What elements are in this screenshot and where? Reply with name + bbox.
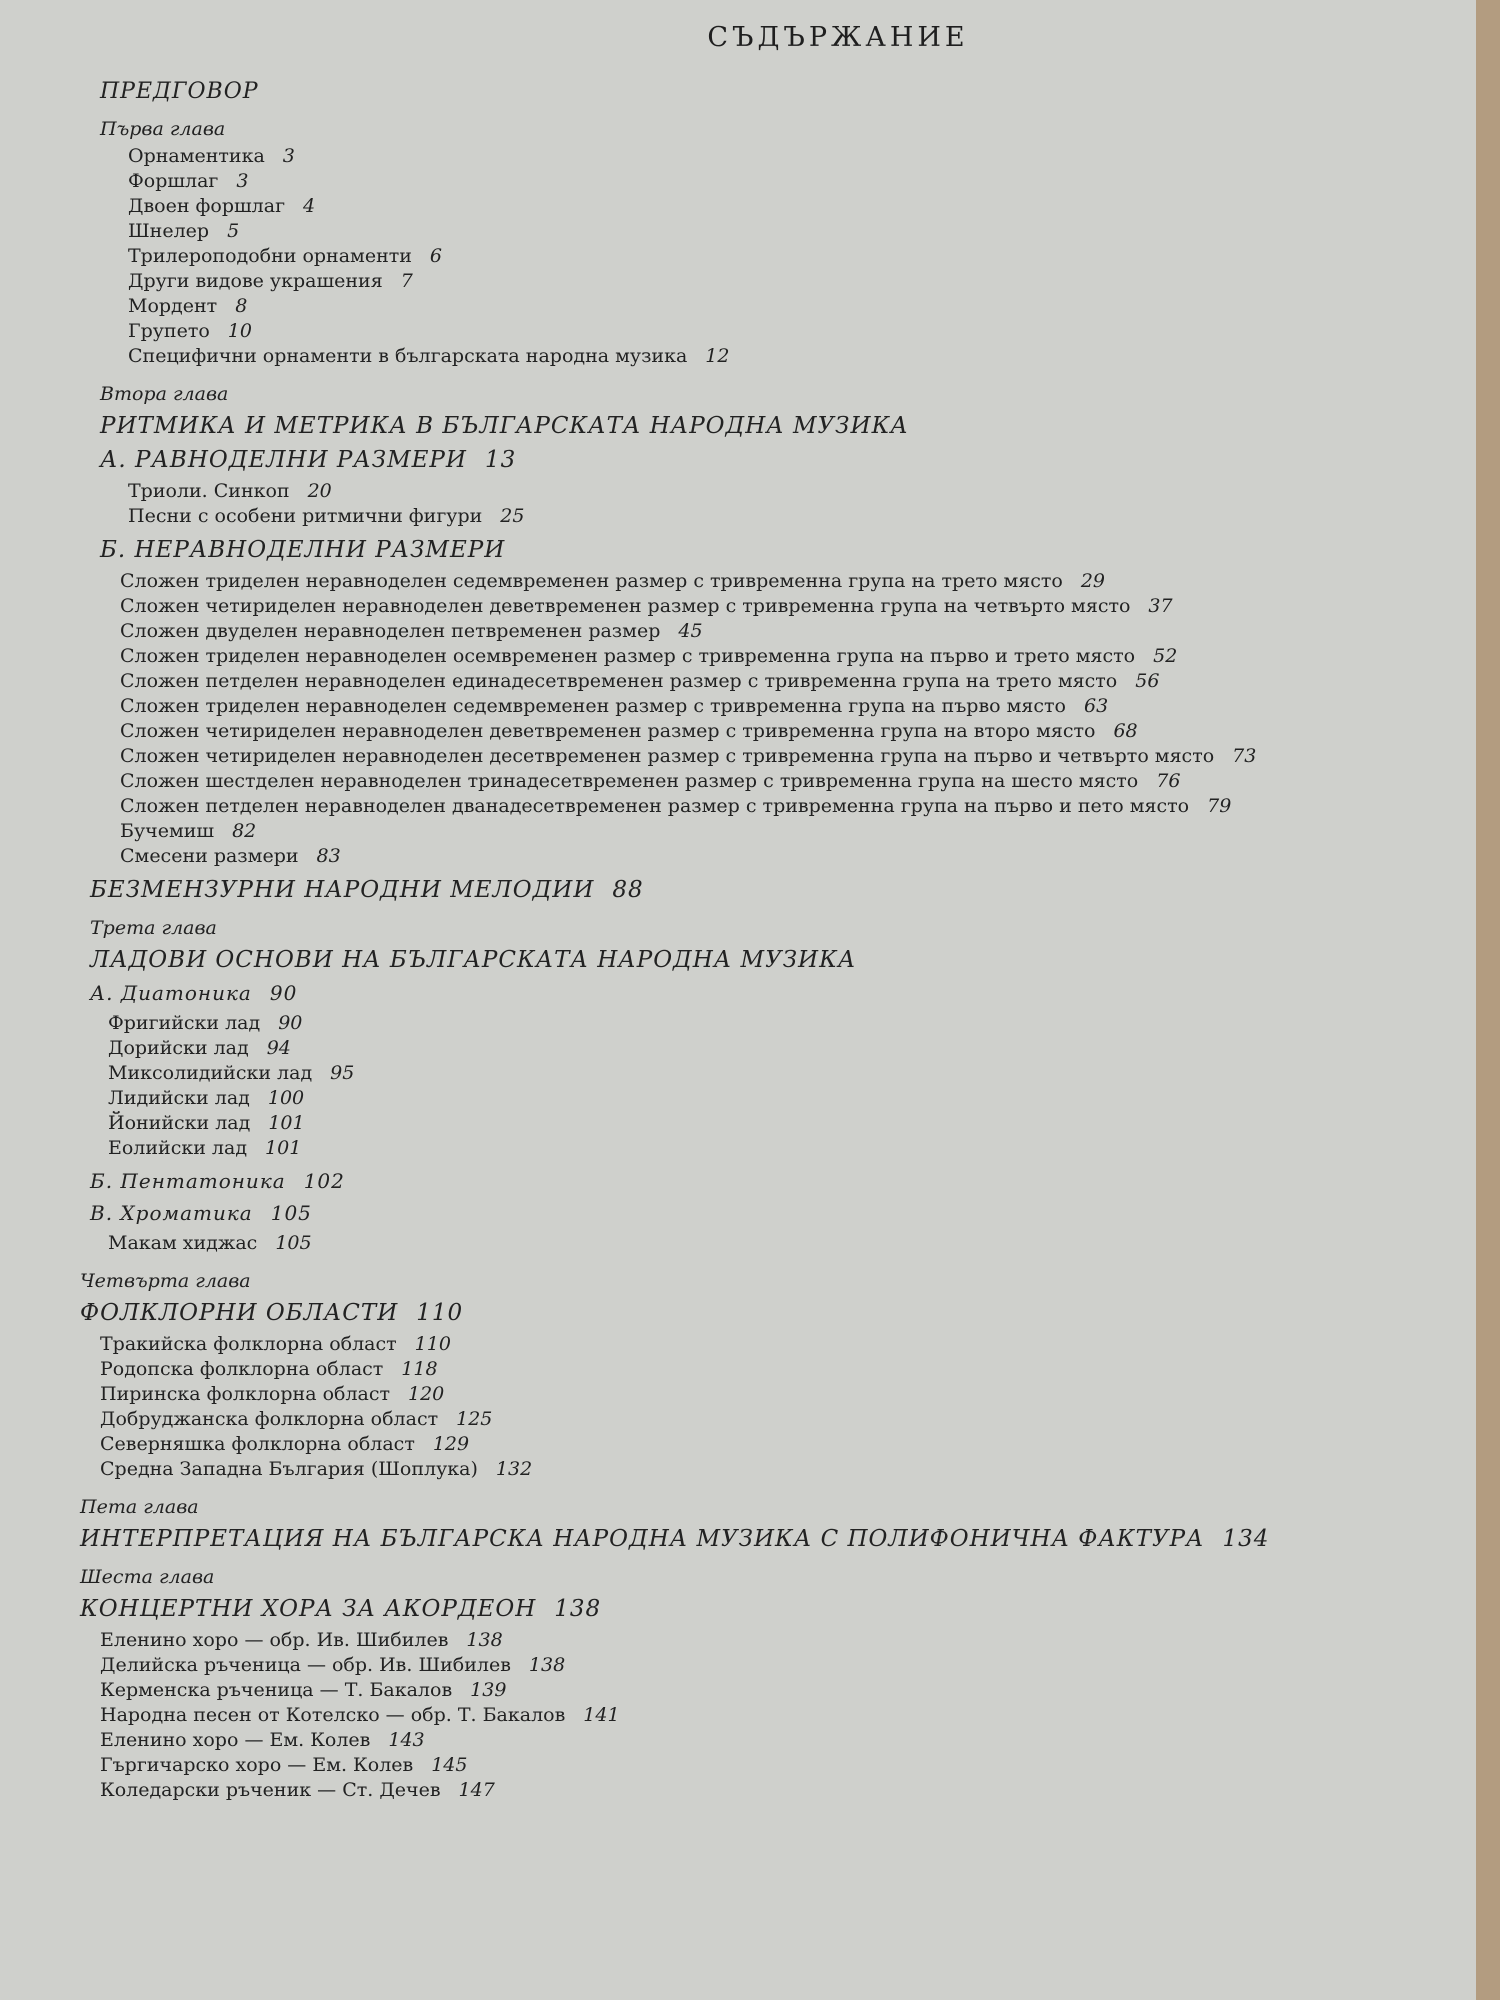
toc-entry <box>120 594 1476 619</box>
entry-text: Триоли. Синкоп <box>128 480 290 502</box>
toc-entry <box>128 244 1476 269</box>
entry-text: Специфични орнаменти в българската народна музика <box>128 345 688 367</box>
toc-entry <box>120 819 1476 844</box>
entry-text: Еолийски лад <box>108 1137 248 1159</box>
section-heading <box>0 1169 1476 1193</box>
entry-page: 138 <box>466 1629 503 1651</box>
toc-entry <box>108 1061 1476 1086</box>
entry-page: 129 <box>432 1433 470 1455</box>
toc-entry <box>100 1457 1476 1482</box>
section-heading <box>0 877 1476 903</box>
toc-entry <box>100 1382 1476 1407</box>
section-text: ИНТЕРПРЕТАЦИЯ НА БЪЛГАРСКА НАРОДНА МУЗИКА С ПОЛИФОНИЧНА ФАКТУРА <box>80 1526 1205 1552</box>
toc-entry <box>120 644 1476 669</box>
entry-text: Коледарски ръченик — Ст. Дечев <box>100 1779 441 1801</box>
toc-entry <box>108 1011 1476 1036</box>
chapter-3-label: Трета глава <box>90 917 217 939</box>
entry-text: Групето <box>128 320 210 342</box>
entry-page: 90 <box>278 1012 303 1034</box>
entry-text: Сложен петделен неравноделен единадесетвременен размер с тривременна група на трето място <box>120 670 1118 692</box>
entry-page: 95 <box>330 1062 355 1084</box>
section-heading <box>0 537 1476 563</box>
toc-entry <box>108 1231 1476 1256</box>
entry-text: Миксолидийски лад <box>108 1062 313 1084</box>
entry-text: Сложен триделен неравноделен осемвременен размер с тривременна група на първо и трето място <box>120 645 1136 667</box>
toc-entry <box>128 294 1476 319</box>
section-text: Б. Пентатоника <box>90 1169 286 1193</box>
toc-entry <box>100 1703 1476 1728</box>
entry-text: Мордент <box>128 295 218 317</box>
entry-text: Делийска ръченица — обр. Ив. Шибилев <box>100 1654 511 1676</box>
toc-entry <box>100 1332 1476 1357</box>
chapter-2-label: Втора глава <box>100 383 229 405</box>
toc-entry <box>128 269 1476 294</box>
entry-text: Северняшка фолклорна област <box>100 1433 415 1455</box>
toc-entry <box>128 194 1476 219</box>
chapter-6-label: Шеста глава <box>80 1566 215 1588</box>
entry-text: Други видове украшения <box>128 270 383 292</box>
page-title: СЪДЪРЖАНИЕ <box>707 22 969 53</box>
entry-text: Фригийски лад <box>108 1012 261 1034</box>
entry-text: Пиринска фолклорна област <box>100 1383 390 1405</box>
entry-text: Сложен четириделен неравноделен деветвременен размер с тривременна група на четвърто място <box>120 595 1131 617</box>
section-page: 110 <box>416 1300 464 1326</box>
entry-page: 110 <box>414 1333 451 1355</box>
entry-page: 139 <box>470 1679 507 1701</box>
toc-entry <box>128 344 1476 369</box>
entry-text: Сложен триделен неравноделен седемвременен размер с тривременна група на трето място <box>120 570 1063 592</box>
section-text: КОНЦЕРТНИ ХОРА ЗА АКОРДЕОН <box>80 1596 537 1622</box>
entry-page: 8 <box>235 295 248 317</box>
entry-page: 3 <box>282 145 295 167</box>
section-page: 134 <box>1222 1526 1270 1552</box>
entry-page: 100 <box>267 1087 305 1109</box>
entry-page: 73 <box>1232 745 1257 767</box>
section-text: БЕЗМЕНЗУРНИ НАРОДНИ МЕЛОДИИ <box>90 877 595 903</box>
chapter-4-items <box>0 1332 1476 1482</box>
entry-text: Сложен триделен неравноделен седемвременен размер с тривременна група на първо място <box>120 695 1066 717</box>
toc-entry <box>100 1653 1476 1678</box>
section-page: 88 <box>612 877 644 903</box>
toc-entry <box>100 1778 1476 1803</box>
entry-text: Двоен форшлаг <box>128 195 286 217</box>
toc-entry <box>100 1753 1476 1778</box>
toc-entry <box>120 844 1476 869</box>
entry-text: Йонийски лад <box>108 1112 251 1134</box>
entry-text: Бучемиш <box>120 820 215 842</box>
toc-entry <box>128 504 1476 529</box>
toc-entry <box>100 1407 1476 1432</box>
chapter-4-label: Четвърта глава <box>80 1270 251 1292</box>
entry-page: 105 <box>275 1232 312 1254</box>
entry-text: Форшлаг <box>128 170 219 192</box>
section-page: 13 <box>484 447 517 473</box>
entry-page: 143 <box>388 1729 425 1751</box>
toc-entry <box>100 1728 1476 1753</box>
entry-page: 7 <box>400 270 413 292</box>
entry-text: Сложен четириделен неравноделен десетвременен размер с тривременна група на първо и четвърто място <box>120 745 1215 767</box>
entry-page: 56 <box>1135 670 1160 692</box>
entry-page: 25 <box>500 505 525 527</box>
toc-entry <box>120 569 1476 594</box>
section-page: 105 <box>270 1201 312 1225</box>
toc-entry <box>100 1628 1476 1653</box>
toc-entry <box>108 1036 1476 1061</box>
section-page: 90 <box>269 981 298 1005</box>
entry-text: Средна Западна България (Шоплука) <box>100 1458 478 1480</box>
entry-page: 3 <box>236 170 249 192</box>
entry-page: 12 <box>705 345 730 367</box>
entry-page: 4 <box>303 195 316 217</box>
entry-text: Смесени размери <box>120 845 299 867</box>
entry-text: Орнаментика <box>128 145 265 167</box>
page-edge <box>1476 0 1500 2000</box>
toc-entry <box>108 1111 1476 1136</box>
chapter-3-heading: ЛАДОВИ ОСНОВИ НА БЪЛГАРСКАТА НАРОДНА МУЗИКА <box>90 947 857 973</box>
toc-entry <box>120 794 1476 819</box>
entry-text: Шнелер <box>128 220 210 242</box>
section-heading <box>0 447 1476 473</box>
entry-text: Тракийска фолклорна област <box>100 1333 397 1355</box>
toc-entry <box>108 1086 1476 1111</box>
toc-entry <box>120 769 1476 794</box>
toc-entry <box>120 619 1476 644</box>
section-text: А. РАВНОДЕЛНИ РАЗМЕРИ <box>100 447 467 473</box>
entry-text: Родопска фолклорна област <box>100 1358 384 1380</box>
entry-page: 147 <box>458 1779 495 1801</box>
section-text: ФОЛКЛОРНИ ОБЛАСТИ <box>80 1300 399 1326</box>
entry-text: Лидийски лад <box>108 1087 250 1109</box>
section-heading <box>0 1201 1476 1225</box>
entry-page: 83 <box>316 845 341 867</box>
section-text: В. Хроматика <box>90 1201 253 1225</box>
entry-page: 145 <box>431 1754 468 1776</box>
chapter-1-items <box>0 144 1476 369</box>
toc-entry <box>120 669 1476 694</box>
toc-entry <box>108 1136 1476 1161</box>
entry-page: 101 <box>265 1137 302 1159</box>
entry-page: 68 <box>1113 720 1138 742</box>
chapter-5-heading <box>0 1526 1476 1552</box>
toc-entry <box>120 694 1476 719</box>
entry-page: 76 <box>1156 770 1181 792</box>
entry-page: 45 <box>678 620 703 642</box>
entry-page: 37 <box>1148 595 1173 617</box>
section-a-items <box>0 479 1476 529</box>
entry-text: Гъргичарско хоро — Ем. Колев <box>100 1754 414 1776</box>
entry-text: Макам хиджас <box>108 1232 258 1254</box>
toc-entry <box>128 169 1476 194</box>
entry-page: 118 <box>401 1358 438 1380</box>
entry-text: Сложен петделен неравноделен дванадесетвременен размер с тривременна група на първо и пето място <box>120 795 1190 817</box>
preface-heading: ПРЕДГОВОР <box>100 79 259 104</box>
chapter-4-heading <box>0 1300 1476 1326</box>
toc-entry <box>128 219 1476 244</box>
section-page: 138 <box>554 1596 602 1622</box>
section-a-items <box>0 1011 1476 1161</box>
toc-entry <box>128 479 1476 504</box>
section-c-items <box>0 1231 1476 1256</box>
chapter-1-label: Първа глава <box>100 118 226 140</box>
entry-page: 20 <box>307 480 332 502</box>
entry-text: Керменска ръченица — Т. Бакалов <box>100 1679 453 1701</box>
toc-entry <box>128 144 1476 169</box>
chapter-6-heading <box>0 1596 1476 1622</box>
toc-entry <box>100 1357 1476 1382</box>
entry-text: Сложен двуделен неравноделен петвременен размер <box>120 620 661 642</box>
entry-text: Еленино хоро — обр. Ив. Шибилев <box>100 1629 449 1651</box>
section-page: 102 <box>303 1169 345 1193</box>
toc-entry <box>120 744 1476 769</box>
section-b-items <box>0 569 1476 869</box>
entry-text: Трилероподобни орнаменти <box>128 245 412 267</box>
chapter-2-heading: РИТМИКА И МЕТРИКА В БЪЛГАРСКАТА НАРОДНА МУЗИКА <box>100 413 909 439</box>
entry-page: 125 <box>456 1408 493 1430</box>
toc-entry <box>128 319 1476 344</box>
entry-text: Дорийски лад <box>108 1037 249 1059</box>
entry-page: 6 <box>429 245 443 267</box>
entry-page: 63 <box>1084 695 1109 717</box>
section-text: Б. НЕРАВНОДЕЛНИ РАЗМЕРИ <box>100 537 506 563</box>
entry-page: 10 <box>227 320 252 342</box>
entry-page: 138 <box>528 1654 566 1676</box>
entry-text: Еленино хоро — Ем. Колев <box>100 1729 371 1751</box>
chapter-5-label: Пета глава <box>80 1496 199 1518</box>
entry-page: 29 <box>1080 570 1105 592</box>
entry-text: Добруджанска фолклорна област <box>100 1408 439 1430</box>
entry-text: Песни с особени ритмични фигури <box>128 505 483 527</box>
entry-page: 101 <box>268 1112 305 1134</box>
section-text: А. Диатоника <box>90 981 252 1005</box>
entry-page: 82 <box>232 820 257 842</box>
chapter-6-items <box>0 1628 1476 1803</box>
entry-text: Сложен четириделен неравноделен деветвременен размер с тривременна група на второ място <box>120 720 1096 742</box>
entry-page: 132 <box>495 1458 533 1480</box>
entry-page: 120 <box>408 1383 445 1405</box>
entry-page: 5 <box>227 220 240 242</box>
entry-text: Народна песен от Котелско — обр. Т. Бакалов <box>100 1704 566 1726</box>
toc-entry <box>100 1678 1476 1703</box>
toc-entry <box>100 1432 1476 1457</box>
toc-entry <box>120 719 1476 744</box>
entry-page: 94 <box>266 1037 291 1059</box>
section-heading <box>0 981 1476 1005</box>
table-of-contents <box>0 79 1476 1803</box>
entry-page: 79 <box>1207 795 1232 817</box>
entry-page: 141 <box>583 1704 620 1726</box>
entry-page: 52 <box>1153 645 1178 667</box>
entry-text: Сложен шестделен неравноделен тринадесетвременен размер с тривременна група на шесто място <box>120 770 1139 792</box>
